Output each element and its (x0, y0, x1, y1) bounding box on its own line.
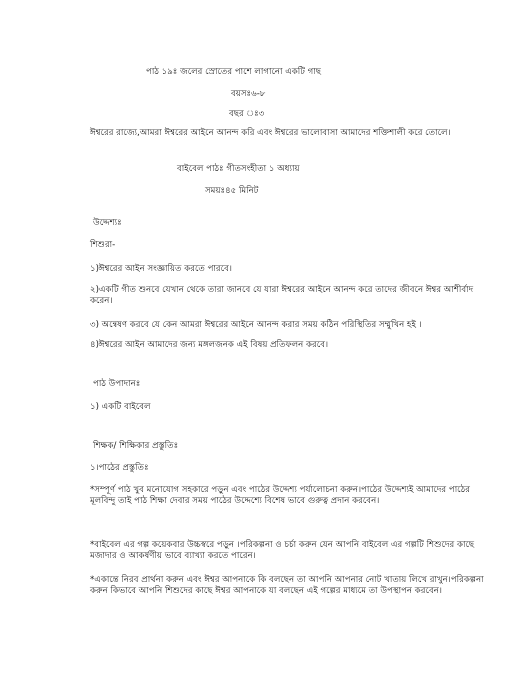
prep-paragraph: *বাইবেল এর গল্প কয়েকবার উচ্চস্বরে পড়ুন ।পরিকল্পনা ও চর্চা করুন যেন আপনি বাইবেল এর গল্পটি শিশুদের কাছে মজাদার ও আকর্ষণীয় ভাবে ব্যাখ্যা করতে পারেন। (90, 540, 475, 562)
objectives-heading: উদ্দেশ্যঃ (93, 218, 122, 228)
lesson-duration: সময়ঃ৪৫ মিনিট (205, 186, 259, 196)
teacher-prep-subheading: ১।পাঠের প্রস্তুতিঃ (90, 463, 149, 473)
objectives-subheading: শিশুরা- (90, 240, 116, 250)
lesson-age: বয়সঃ৬-৮ (231, 89, 266, 99)
prep-paragraph: *সম্পূর্ণ পাঠ খুব মনোযোগ সহকারে পড়ুন এবং পাঠের উদ্দেশ্য পর্যালোচনা করুন।পাঠের উদ্দেশ্যই আমাদের পাঠের মূলবিন্দু তাই পাঠ শিক্ষা দেবার সময় পাঠের উদ্দেশ্যে বিশেষ ভাবে গুরুত্ব প্রদান করবেন। (90, 485, 470, 507)
lesson-title: পাঠ ১৯ঃ জলের স্রোতের পাশে লাগানো একটি গাছ (146, 67, 322, 77)
objective-item: ১)ঈশ্বরের আইন সংজ্ঞায়িত করতে পারবে। (90, 264, 232, 274)
objective-item: ৩) অন্বেষণ করবে যে কেন আমরা ঈশ্বরের আইনে আনন্দ করার সময় কঠিন পরিস্থিতির সম্মুখিন হই । (90, 320, 422, 330)
objective-item: ৪)ঈশ্বরের আইন আমাদের জন্য মঙ্গলজনক এই বিষয় প্রতিফলন করবে। (90, 340, 329, 350)
objective-item: ২)একটি গীত শুনবে যেখান থেকে তারা জানবে যে যারা ঈশ্বরের আইনে আনন্দ করে তাদের জীবনে ঈশ্বর আশীর্বাদ করেন। (90, 285, 474, 307)
prep-paragraph: *একান্তে নিরব প্রার্থনা করুন এবং ঈশ্বর আপনাকে কি বলছেন তা আপনি আপনার নোট খাতায় লিখে রাখুন।পরিকল্পনা করুন কিভাবে আপনি শিশুদের কাছে ঈশ্বর আপনাকে যা বলছেন এই গল্পের মাধ্যমে তা উপস্থাপন করবেন। (90, 575, 484, 597)
teacher-prep-heading: শিক্ষক/ শিক্ষিকার প্রস্তুতিঃ (93, 441, 179, 451)
lesson-year: বছর ঃ৩ (229, 109, 265, 119)
materials-item: ১) একটি বাইবেল (90, 402, 151, 412)
bible-reading: বাইবেল পাঠঃ গীতসংহীতা ১ অধ্যায় (177, 164, 300, 174)
lesson-intro: ঈশ্বরের রাজ্যে,আমরা ঈশ্বরের আইনে আনন্দ করি এবং ঈশ্বরের ভালোবাসা আমাদের শক্তিশালী করে তোলে। (90, 128, 451, 138)
materials-heading: পাঠ উপাদানঃ (93, 379, 141, 389)
